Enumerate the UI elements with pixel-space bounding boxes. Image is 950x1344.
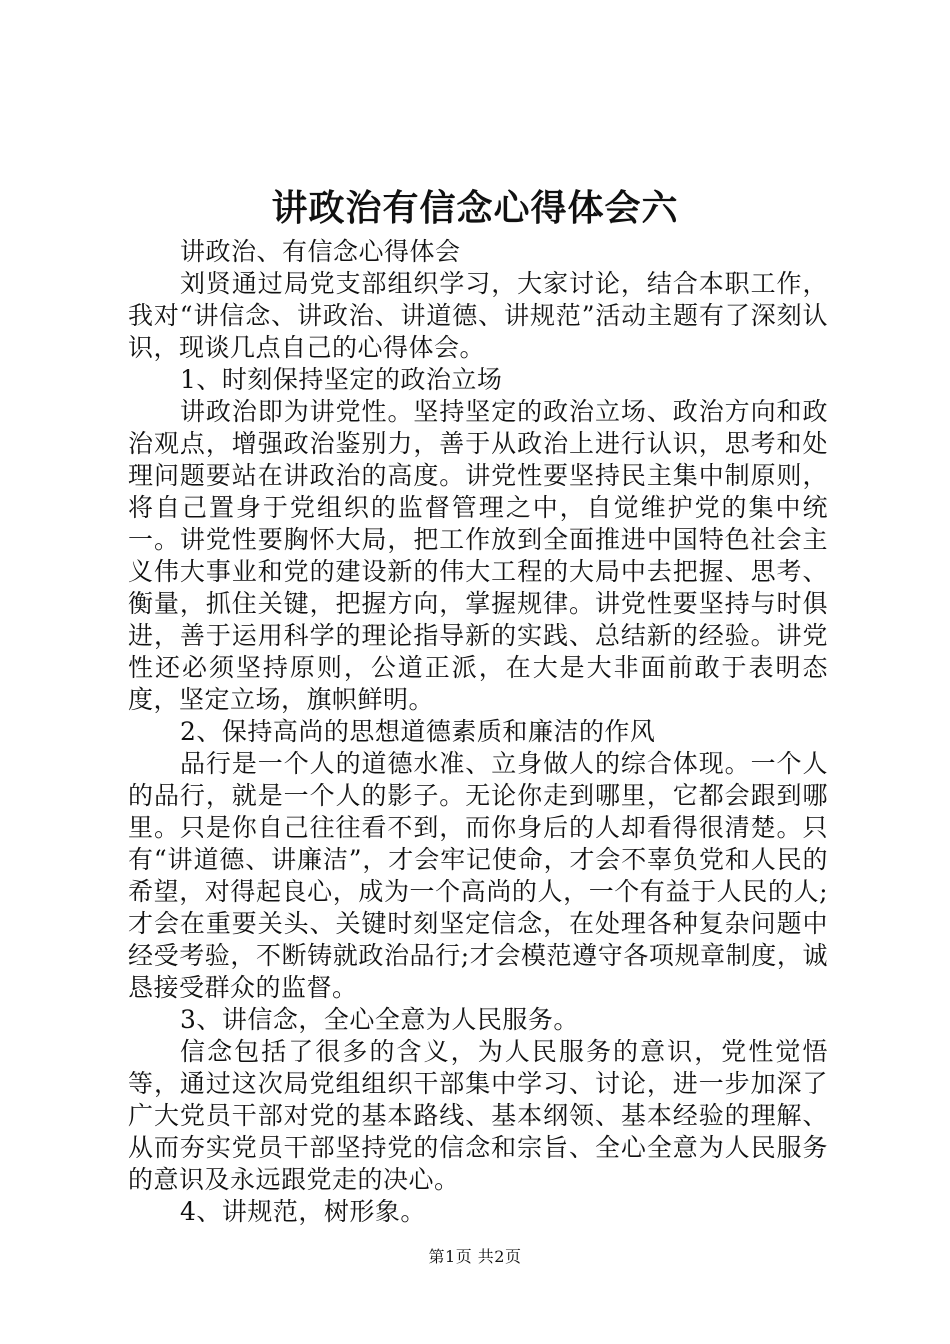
intro-paragraph: 刘贤通过局党支部组织学习，大家讨论，结合本职工作，我对“讲信念、讲政治、讲道德、讲规范”活动主题有了深刻认识，现谈几点自己的心得体会。 xyxy=(128,269,828,362)
section-heading-3: 3、讲信念，全心全意为人民服务。 xyxy=(180,1005,579,1034)
page-footer: 第1页 共2页 xyxy=(428,1247,522,1266)
document-body xyxy=(128,236,828,1228)
section-heading-4: 4、讲规范，树形象。 xyxy=(180,1197,426,1226)
section-paragraph-2: 品行是一个人的道德水准、立身做人的综合体现。一个人的品行，就是一个人的影子。无论你走到哪里，它都会跟到哪里。只是你自己往往看不到，而你身后的人却看得很清楚。只有“讲道德、讲廉洁”，才会牢记使命，才会不辜负党和人民的希望，对得起良心，成为一个高尚的人，一个有益于人民的人;才会在重要关头、关键时刻坚定信念，在处理各种复杂问题中经受考验，不断铸就政治品行;才会模范遵守各项规章制度，诚恳接受群众的监督。 xyxy=(128,749,828,1002)
subtitle-paragraph: 讲政治、有信念心得体会 xyxy=(180,237,461,266)
section-heading-1: 1、时刻保持坚定的政治立场 xyxy=(180,365,503,394)
section-paragraph-3: 信念包括了很多的含义，为人民服务的意识，党性觉悟等，通过这次局党组组织干部集中学习、讨论，进一步加深了广大党员干部对党的基本路线、基本纲领、基本经验的理解、从而夯实党员干部坚持党的信念和宗旨、全心全意为人民服务的意识及永远跟党走的决心。 xyxy=(128,1037,828,1194)
section-paragraph-1: 讲政治即为讲党性。坚持坚定的政治立场、政治方向和政治观点，增强政治鉴别力，善于从政治上进行认识，思考和处理问题要站在讲政治的高度。讲党性要坚持民主集中制原则，将自己置身于党组织的监督管理之中，自觉维护党的集中统一。讲党性要胸怀大局，把工作放到全面推进中国特色社会主义伟大事业和党的建设新的伟大工程的大局中去把握、思考、衡量，抓住关键，把握方向，掌握规律。讲党性要坚持与时俱进，善于运用科学的理论指导新的实践、总结新的经验。讲党性还必须坚持原则，公道正派，在大是大非面前敢于表明态度，坚定立场，旗帜鲜明。 xyxy=(128,397,828,714)
document-title: 讲政治有信念心得体会六 xyxy=(271,187,679,229)
section-heading-2: 2、保持高尚的思想道德素质和廉洁的作风 xyxy=(180,717,656,746)
